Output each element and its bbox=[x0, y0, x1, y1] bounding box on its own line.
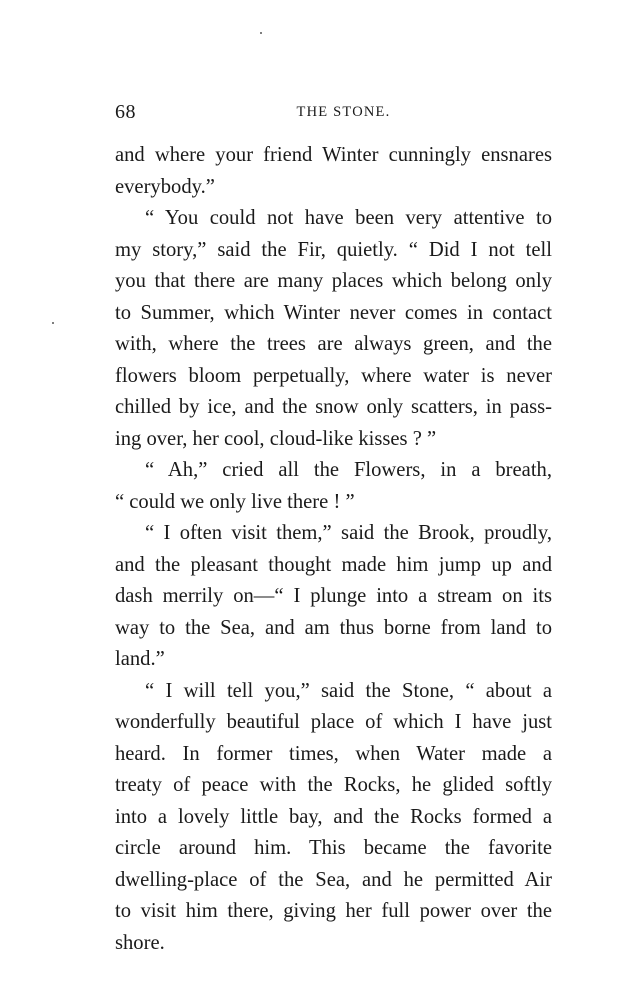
text-line: “ You could not have been very attentive to bbox=[145, 207, 552, 229]
text-line: shore. bbox=[115, 931, 165, 954]
text-line: circle around him. This became the favorite bbox=[115, 837, 552, 859]
text-line: “ I will tell you,” said the Stone, “ about a bbox=[145, 679, 552, 702]
text-line: flowers bloom perpetually, where water is never bbox=[115, 364, 552, 387]
text-line: “ could we only live there ! ” bbox=[115, 490, 355, 513]
text-line: and where your friend Winter cunningly ensnares bbox=[115, 144, 552, 166]
text-line: chilled by ice, and the snow only scatters, in pass- bbox=[115, 396, 552, 418]
text-line: everybody.” bbox=[115, 175, 215, 198]
paper-speck bbox=[260, 32, 262, 34]
running-head bbox=[115, 101, 552, 129]
text-line: “ Ah,” cried all the Flowers, in a breath, bbox=[145, 459, 552, 481]
text-line: heard. In former times, when Water made a bbox=[115, 742, 552, 765]
running-title: THE STONE. bbox=[296, 104, 391, 120]
text-line: and the pleasant thought made him jump up and bbox=[115, 553, 552, 576]
text-line: ing over, her cool, cloud-like kisses ? ” bbox=[115, 427, 437, 450]
text-line: “ I often visit them,” said the Brook, proudly, bbox=[145, 522, 552, 544]
page-number: 68 bbox=[115, 101, 136, 123]
text-line: treaty of peace with the Rocks, he glided softly bbox=[115, 774, 552, 796]
text-line: dwelling-place of the Sea, and he permitted Air bbox=[115, 868, 552, 891]
text-line: to visit him there, giving her full power over the bbox=[115, 900, 552, 922]
text-line: dash merrily on—“ I plunge into a stream on its bbox=[115, 585, 552, 607]
text-line: you that there are many places which belong only bbox=[115, 270, 552, 292]
text-line: wonderfully beautiful place of which I have just bbox=[115, 711, 552, 733]
text-line: to Summer, which Winter never comes in contact bbox=[115, 301, 552, 324]
text-line: way to the Sea, and am thus borne from land to bbox=[115, 616, 552, 639]
text-line: my story,” said the Fir, quietly. “ Did I not tell bbox=[115, 238, 552, 261]
body-text bbox=[115, 140, 552, 959]
paper-speck bbox=[52, 322, 54, 324]
text-line: with, where the trees are always green, and the bbox=[115, 333, 552, 355]
text-line: into a lovely little bay, and the Rocks formed a bbox=[115, 805, 552, 828]
text-line: land.” bbox=[115, 648, 165, 670]
